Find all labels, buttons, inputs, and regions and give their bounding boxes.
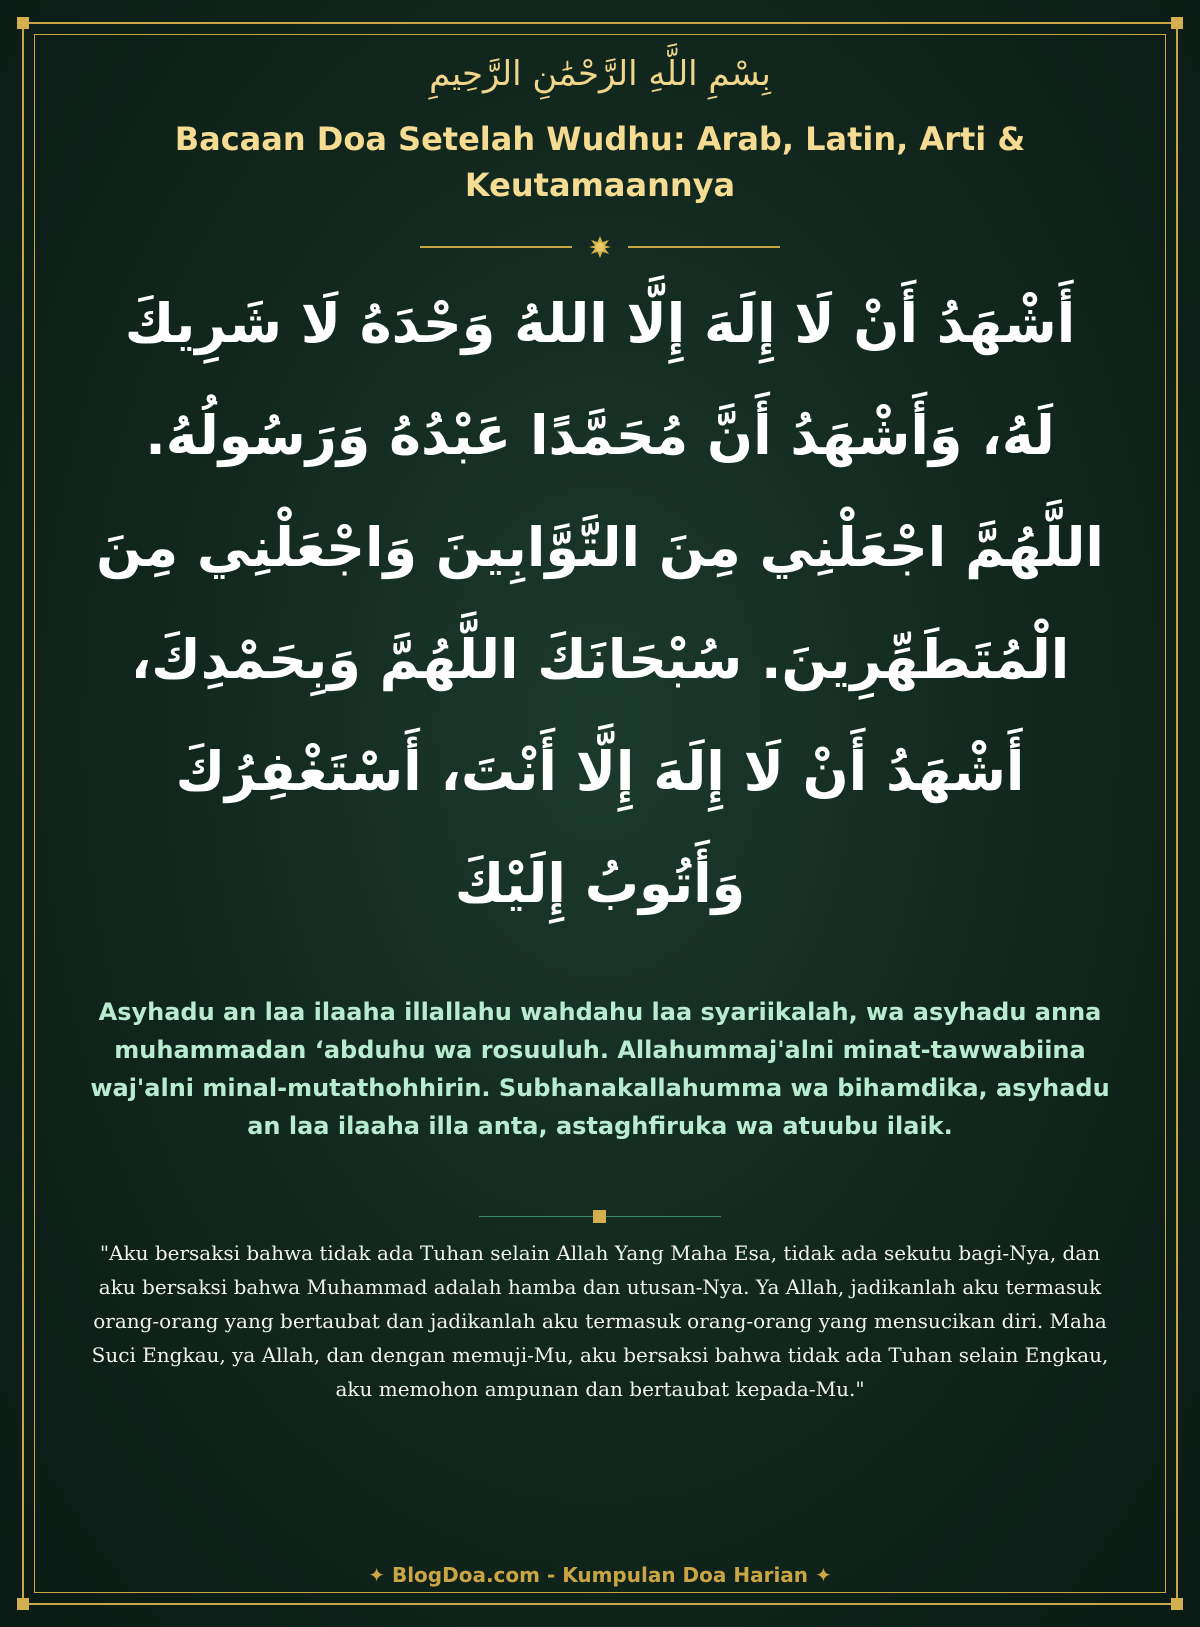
diamond-ornament-icon	[593, 1210, 606, 1223]
bismillah: بِسْمِ اللَّهِ الرَّحْمَٰنِ الرَّحِيمِ	[429, 54, 771, 94]
corner-ornament-bottom-right	[1171, 1598, 1183, 1610]
footer-credit: ✦ BlogDoa.com - Kumpulan Doa Harian ✦	[368, 1563, 832, 1587]
corner-ornament-bottom-left	[17, 1598, 29, 1610]
latin-transliteration: Asyhadu an laa ilaaha illallahu wahdahu laa syariikalah, wa asyhadu anna muhammadan ‘abduhu wa rosuuluh. Allahummaj'alni minat-tawwabiina waj'alni minal-mutathohhirin. Subhanakallahumma wa bihamdika, asyhadu an laa ilaaha illa anta, astaghfiruka wa atuubu ilaik.	[90, 998, 1110, 1140]
translation-text: "Aku bersaksi bahwa tidak ada Tuhan selain Allah Yang Maha Esa, tidak ada sekutu bagi-Nya, dan aku bersaksi bahwa Muhammad adalah hamba dan utusan-Nya. Ya Allah, jadikanlah aku termasuk orang-orang yang bertaubat dan jadikanlah aku termasuk orang-orang yang mensucikan diri. Maha Suci Engkau, ya Allah, dan dengan memuji-Mu, aku bersaksi bahwa tidak ada Tuhan selain Engkau, aku memohon ampunan dan bertaubat kepada-Mu."	[91, 1241, 1109, 1401]
corner-ornament-top-right	[1171, 17, 1183, 29]
title-divider	[0, 234, 1200, 260]
section-divider	[0, 1208, 1200, 1224]
corner-ornament-top-left	[17, 17, 29, 29]
arabic-prayer-text: أَشْهَدُ أَنْ لَا إِلَهَ إِلَّا اللهُ وَحْدَهُ لَا شَرِيكَ لَهُ، وَأَشْهَدُ أَنَّ مُحَمَّدًا عَبْدُهُ وَرَسُولُهُ. اللَّهُمَّ اجْعَلْنِي مِنَ التَّوَّابِينَ وَاجْعَلْنِي مِنَ الْمُتَطَهِّرِينَ. سُبْحَانَكَ اللَّهُمَّ وَبِحَمْدِكَ، أَشْهَدُ أَنْ لَا إِلَهَ إِلَّا أَنْتَ، أَسْتَغْفِرُكَ وَأَتُوبُ إِلَيْكَ	[96, 292, 1104, 915]
divider-line-left	[420, 246, 572, 248]
star-ornament-icon	[589, 236, 611, 258]
divider-line-right	[628, 246, 780, 248]
page-title: Bacaan Doa Setelah Wudhu: Arab, Latin, Arti & Keutamaannya	[174, 120, 1026, 204]
